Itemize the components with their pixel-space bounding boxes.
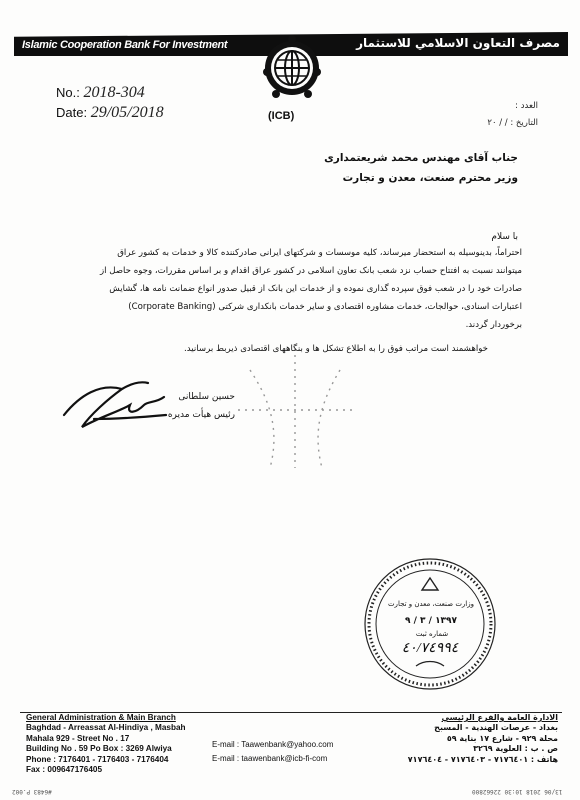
stamp-number: ٤٠/٧٤٩٩٤ [401,641,459,656]
body-line: میتوانند نسبت به افتتاح حساب نزد شعب بانک تعاون اسلامی در کشور عراق اقدام و بر اساس مقررات، وجوه حاصل از [99,266,522,276]
footer-ar-line: الادارة العامة والفرع الرئيسي [441,713,558,722]
stamp-ministry: وزارت صنعت، معدن و تجارت [387,600,475,608]
body-line: برخوردار گردند. [465,320,522,330]
ref-date [56,104,164,122]
ar-date-label: التاريخ : / / ٢٠ [487,118,538,128]
faint-seal-icon [230,340,360,480]
footer-en-line: Mahala 929 - Street No . 17 [26,733,130,743]
ref-number-value: 2018-304 [83,84,145,101]
ref-number-label: No.: [56,85,80,100]
globe-logo-icon [262,34,322,104]
ministry-stamp [362,556,498,692]
stamp-date: ١٣٩٧ / ٣ / ٩ [404,616,458,626]
signer-title: رئیس هیأت مدیره [167,410,235,420]
addressee-line-1: جناب آقای مهندس محمد شریعتمداری [324,152,518,164]
fax-footer-left: #6483 P.002 [12,788,52,795]
ref-date-value: 29/05/2018 [90,104,164,121]
addressee-line-2: وزیر محترم صنعت، معدن و تجارت [342,172,518,184]
footer-en-line: Phone : 7176401 - 7176403 - 7176404 [26,754,169,764]
footer-address-en [26,713,186,775]
handwritten-signature-icon [60,375,170,435]
logo-abbreviation: (ICB) [268,110,295,122]
footer-en-line: Fax : 009647176405 [26,765,103,775]
body-line: اعتبارات اسنادی، حوالجات، خدمات مشاوره اقتصادی و سایر خدمات بانکداری شرکتی (Corporate Banking) [128,302,522,312]
ref-number [56,84,145,102]
bank-name-en: Islamic Cooperation Bank For Investment [22,39,228,51]
fax-footer [0,788,580,798]
fax-footer-right: 13/06 2018 10:30 22662800 [471,788,562,795]
footer-address-ar [358,713,558,765]
greeting: با سلام [491,232,518,242]
footer-en-line: General Administration & Main Branch [26,713,176,722]
footer-en-line: Baghdad - Arreassat Al-Hindiya , Masbah [26,723,186,733]
bank-name-ar: مصرف التعاون الاسلامي للاستثمار [356,36,560,50]
footer-ar-line: ص . ب : العلوية ٣٢٦٩ [473,744,558,754]
body-line: صادرات خود را در شعب فوق سپرده گذاری نموده و از خدمات این بانک از قبیل صدور انواع ضمانت نامه ها، گشایش [109,284,522,294]
footer-ar-line: محلة ٩٢٩ - شارع ١٧ بناية ٥٩ [446,733,558,743]
stamp-register-label: شماره ثبت [415,630,449,638]
signer-name: حسین سلطانی [178,392,235,402]
body-line: احتراماً، بدینوسیله به استحضار میرساند، کلیه موسسات و شرکتهای ایرانی صادرکننده کالا و خدمات به کشور عراق [117,248,522,258]
footer-ar-line: هاتف : ٧١٧٦٤٠١ - ٧١٧٦٤٠٣ - ٧١٧٦٤٠٤ [407,754,558,764]
fax-header [0,0,580,10]
ref-date-label: Date: [56,105,88,120]
footer-ar-line: بغداد - عرصات الهندية - المسبح [434,723,558,733]
body-closing-line: خواهشمند است مراتب فوق را به اطلاع تشکل ها و بنگاههای اقتصادی ذیربط برسانید. [184,344,488,354]
footer-email: E-mail : Taawenbank@yahoo.com [212,740,334,749]
ar-number-label: العدد : [515,101,538,111]
footer-en-line: Building No . 59 Po Box : 3269 Alwiya [26,744,172,754]
footer-email: E-mail : taawenbank@icb-fi-com [212,754,328,763]
bank-logo [262,34,322,104]
